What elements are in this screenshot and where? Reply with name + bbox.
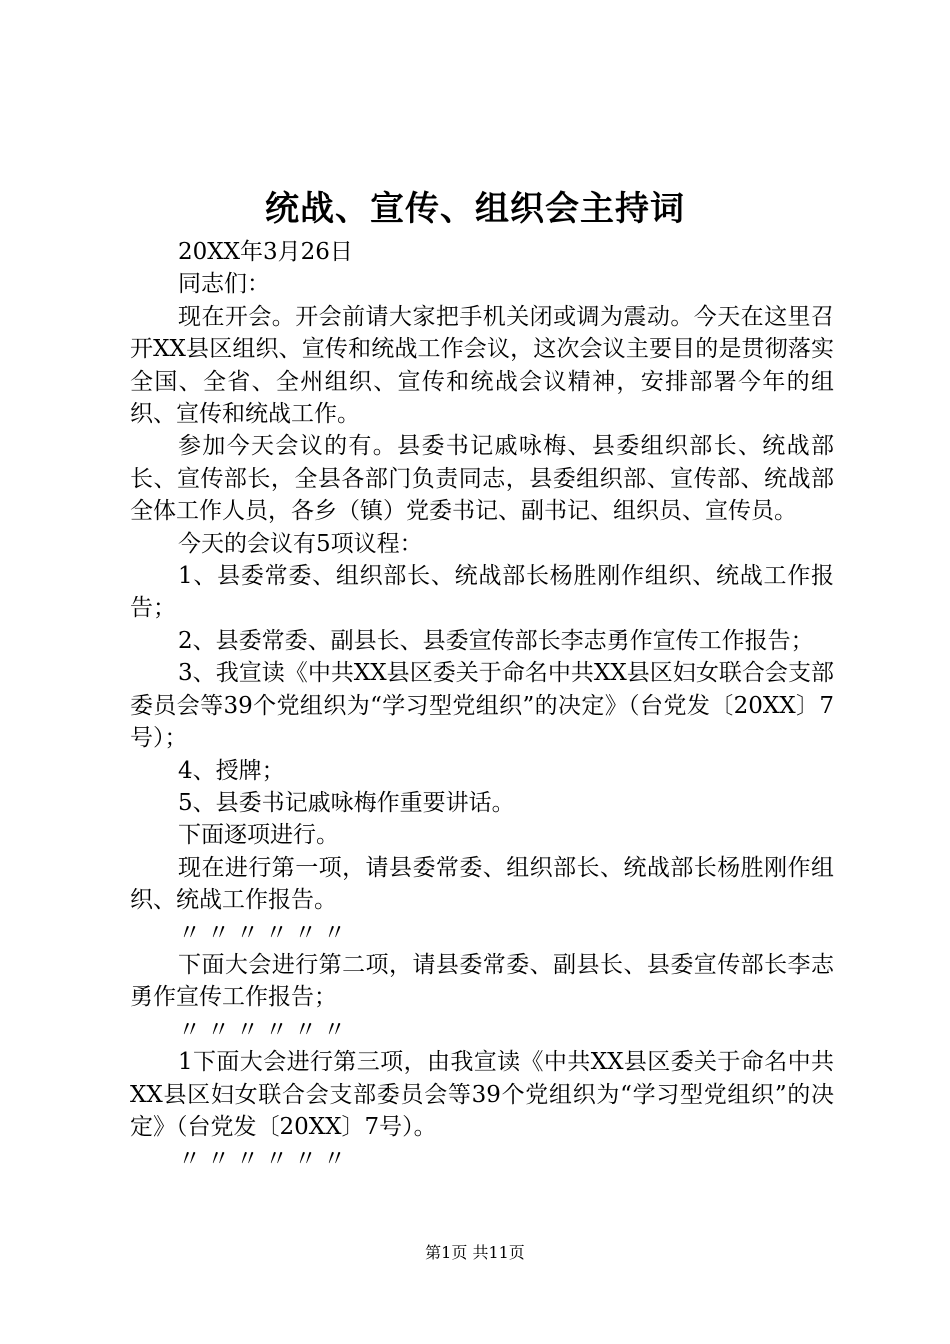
document-title: 统战、宣传、组织会主持词 — [265, 189, 685, 229]
agenda-item-2: 2、县委常委、副县长、县委宣传部长李志勇作宣传工作报告； — [178, 627, 814, 654]
ditto-marks: 〃〃〃〃〃〃 — [178, 1016, 352, 1043]
salutation: 同志们： — [178, 271, 270, 298]
agenda-intro: 今天的会议有5项议程： — [178, 530, 423, 557]
ditto-marks: 〃〃〃〃〃〃 — [178, 1146, 352, 1173]
agenda-item-1: 1、县委常委、组织部长、统战部长杨胜刚作组织、统战工作报告； — [130, 563, 834, 622]
meeting-date: 20XX年3月26日 — [178, 239, 353, 265]
ditto-marks: 〃〃〃〃〃〃 — [178, 919, 352, 946]
attendees-paragraph: 参加今天会议的有。县委书记戚咏梅、县委组织部长、统战部长、宣传部长，全县各部门负责同志，县委组织部、宣传部、统战部全体工作人员，各乡（镇）党委书记、副书记、组织员、宣传员。 — [130, 433, 834, 525]
agenda-item-4: 4、授牌； — [178, 757, 285, 784]
item-2-paragraph: 下面大会进行第二项，请县委常委、副县长、县委宣传部长李志勇作宣传工作报告； — [130, 951, 834, 1011]
item-3-paragraph: 1下面大会进行第三项，由我宣读《中共XX县区委关于命名中共XX县区妇女联合会支部委员会等39个党组织为“学习型党组织”的决定》（台党发〔20XX〕7号）。 — [130, 1049, 834, 1140]
opening-paragraph: 现在开会。开会前请大家把手机关闭或调为震动。今天在这里召开XX县区组织、宣传和统战工作会议，这次会议主要目的是贯彻落实全国、全省、全州组织、宣传和统战会议精神，安排部署今年的组织、宣传和统战工作。 — [130, 303, 834, 428]
proceed-paragraph: 下面逐项进行。 — [178, 822, 339, 849]
agenda-item-3: 3、我宣读《中共XX县区委关于命名中共XX县区妇女联合会支部委员会等39个党组织为“学习型党组织”的决定》（台党发〔20XX〕7号）； — [130, 660, 834, 752]
agenda-item-5: 5、县委书记戚咏梅作重要讲话。 — [178, 789, 515, 816]
page-number-footer: 第1页 共11页 — [425, 1243, 525, 1262]
document-body — [130, 236, 834, 1176]
item-1-paragraph: 现在进行第一项，请县委常委、组织部长、统战部长杨胜刚作组织、统战工作报告。 — [130, 854, 834, 914]
